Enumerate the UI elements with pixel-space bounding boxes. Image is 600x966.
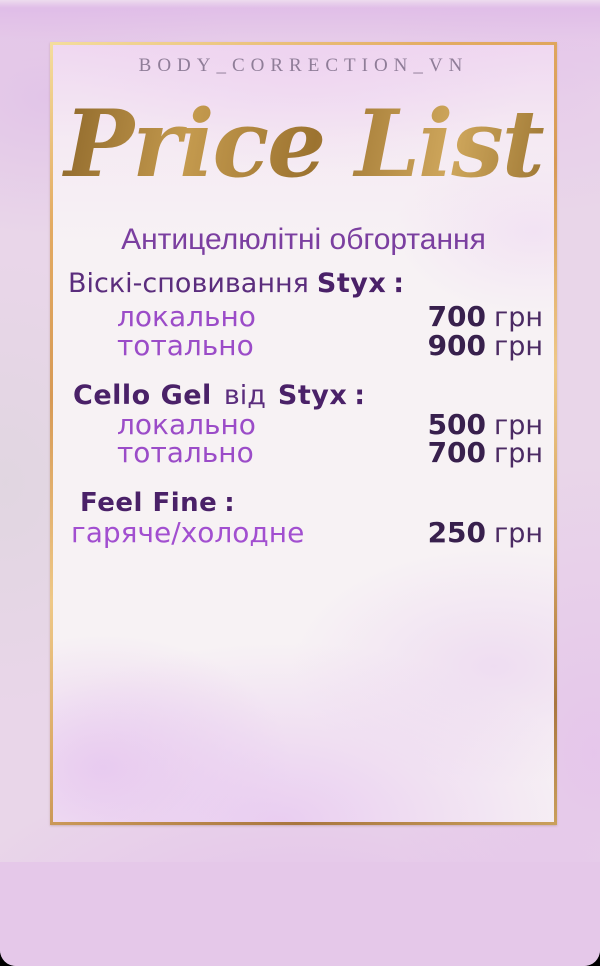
price-unit: грн xyxy=(494,438,543,469)
brand-name-cello-gel: Cello Gel xyxy=(73,380,212,411)
menu-row xyxy=(60,518,543,548)
service-label: тотально xyxy=(117,436,254,469)
colon: : xyxy=(224,488,235,518)
section-title-cello-gel xyxy=(73,380,365,411)
brand-name-styx: Styx xyxy=(277,380,348,411)
service-label: тотально xyxy=(117,329,254,362)
price-value: 700 xyxy=(427,436,487,469)
price xyxy=(428,438,543,469)
account-handle: BODY_CORRECTION_VN xyxy=(138,55,469,76)
price-unit: грн xyxy=(494,302,543,333)
service-label: локально xyxy=(117,408,256,441)
menu-row xyxy=(60,331,543,361)
price xyxy=(428,518,543,549)
colon: : xyxy=(354,380,366,411)
section-name: Віскі-сповивання xyxy=(68,268,309,299)
brand-name-styx: Styx xyxy=(316,268,387,299)
price-unit: грн xyxy=(494,331,543,362)
price-value: 700 xyxy=(427,300,487,333)
section-title-feel-fine xyxy=(80,488,235,518)
menu-row xyxy=(60,438,543,468)
price xyxy=(428,331,543,362)
price-value: 500 xyxy=(427,408,487,441)
service-label: локально xyxy=(117,300,256,333)
colon: : xyxy=(393,268,405,299)
page-title: Price List xyxy=(50,83,557,213)
price-unit: грн xyxy=(494,410,543,441)
price-unit: грн xyxy=(494,518,543,549)
menu-row xyxy=(60,302,543,332)
category-title: Антицелюлітні обгортання xyxy=(121,223,486,256)
brand-name-feel-fine: Feel Fine xyxy=(80,488,218,518)
price-value: 250 xyxy=(427,516,487,549)
service-label: гаряче/холодне xyxy=(71,516,305,549)
price-value: 900 xyxy=(427,329,487,362)
connector-text: від xyxy=(223,380,266,411)
section-title-whisky-wrap xyxy=(68,268,404,299)
